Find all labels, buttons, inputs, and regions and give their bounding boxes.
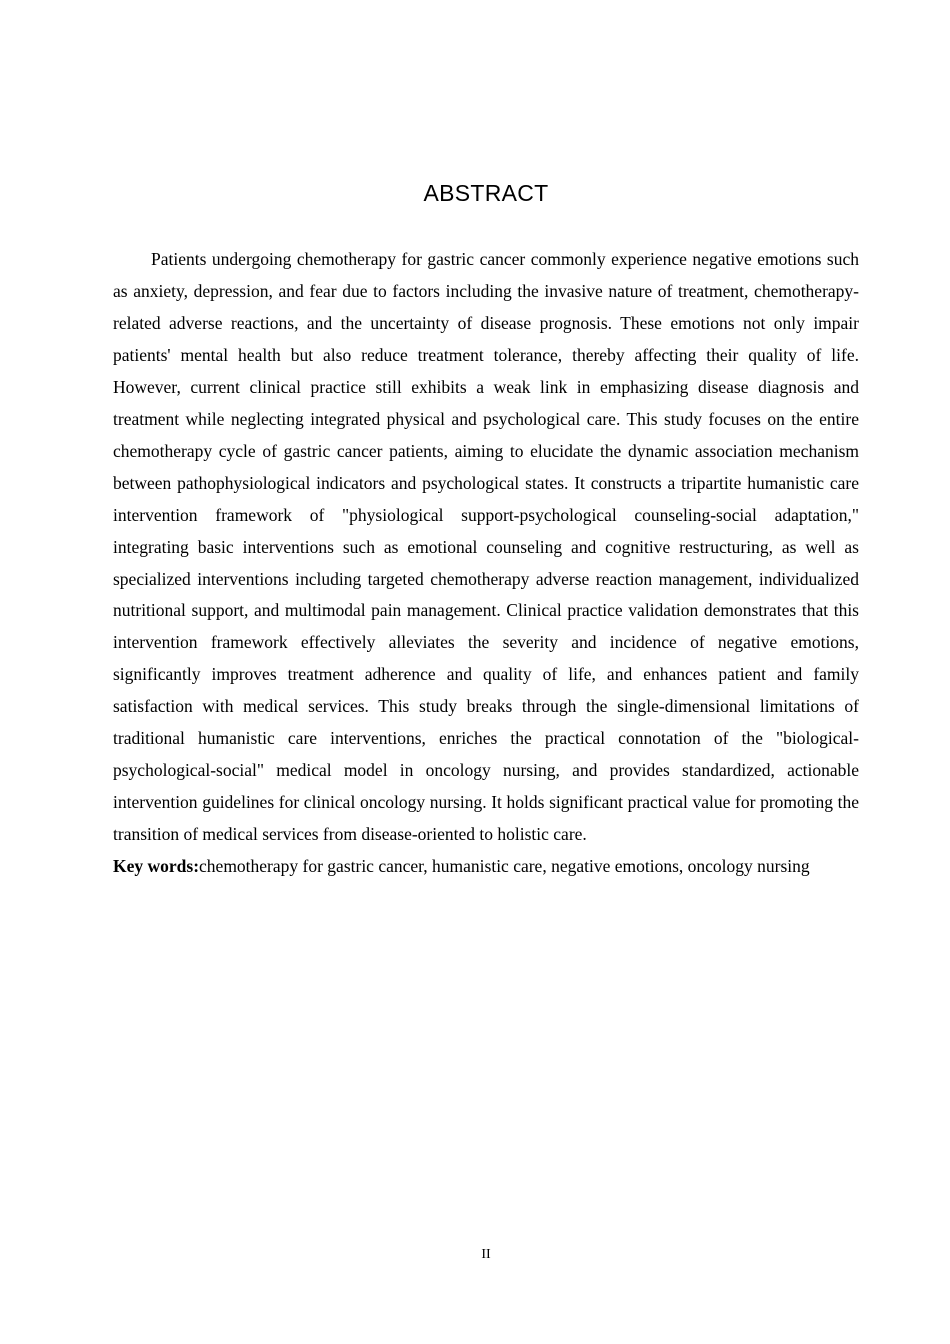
abstract-body bbox=[113, 244, 859, 883]
abstract-paragraph: Patients undergoing chemotherapy for gastric cancer commonly experience negative emotions such as anxiety, depression, and fear due to factors including the invasive nature of treatment, chemotherapy-related adverse reactions, and the uncertainty of disease prognosis. These emotions not only impair patients' mental health but also reduce treatment tolerance, thereby affecting their quality of life. However, current clinical practice still exhibits a weak link in emphasizing disease diagnosis and treatment while neglecting integrated physical and psychological care. This study focuses on the entire chemotherapy cycle of gastric cancer patients, aiming to elucidate the dynamic association mechanism between pathophysiological indicators and psychological states. It constructs a tripartite humanistic care intervention framework of "physiological support-psychological counseling-social adaptation," integrating basic interventions such as emotional counseling and cognitive restructuring, as well as specialized interventions including targeted chemotherapy adverse reaction management, individualized nutritional support, and multimodal pain management. Clinical practice validation demonstrates that this intervention framework effectively alleviates the severity and incidence of negative emotions, significantly improves treatment adherence and quality of life, and enhances patient and family satisfaction with medical services. This study breaks through the single-dimensional limitations of traditional humanistic care interventions, enriches the practical connotation of the "biological-psychological-social" medical model in oncology nursing, and provides standardized, actionable intervention guidelines for clinical oncology nursing. It holds significant practical value for promoting the transition of medical services from disease-oriented to holistic care. bbox=[113, 249, 859, 845]
keywords-text: chemotherapy for gastric cancer, humanistic care, negative emotions, oncology nursing bbox=[199, 856, 810, 877]
keywords-label: Key words: bbox=[113, 856, 200, 877]
abstract-heading: ABSTRACT bbox=[423, 180, 549, 206]
keywords-line bbox=[113, 851, 859, 883]
page-number: II bbox=[481, 1247, 491, 1262]
